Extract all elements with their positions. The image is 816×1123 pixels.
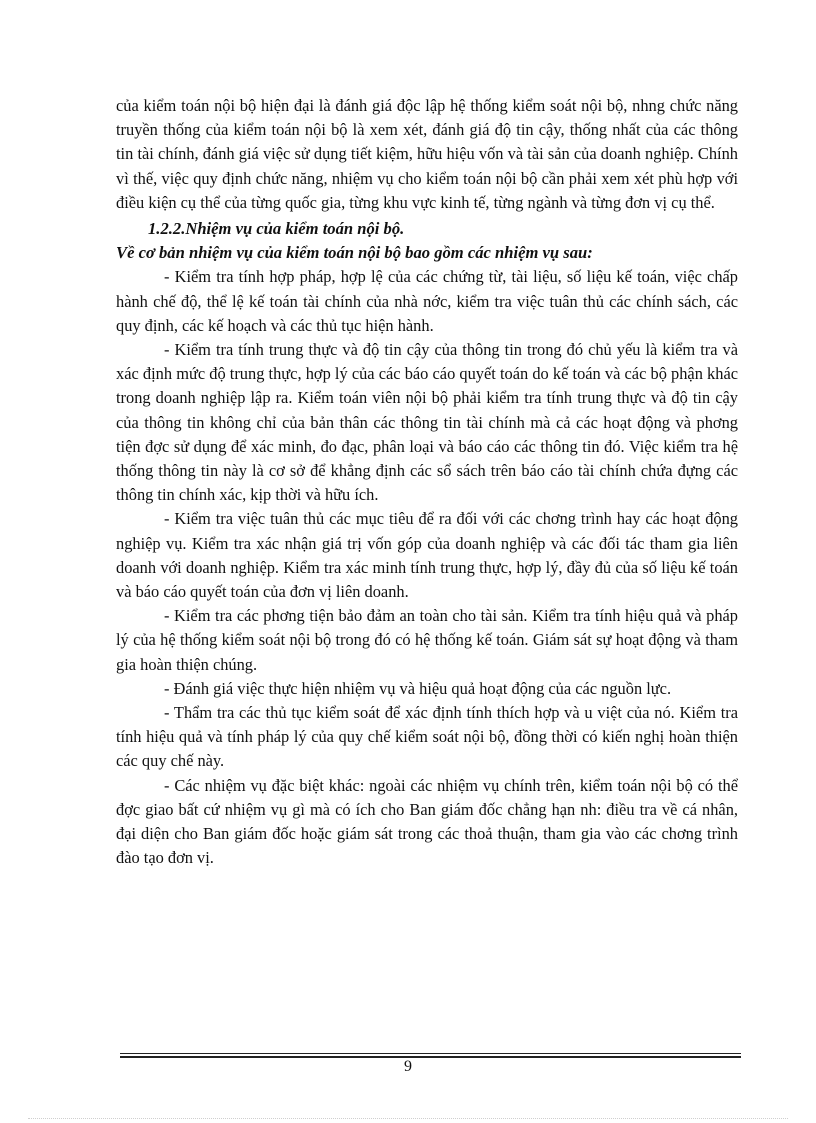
page-number: 9 bbox=[404, 1058, 412, 1075]
intro-paragraph: của kiểm toán nội bộ hiện đại là đánh giá độc lập hệ thống kiểm soát nội bộ, nhng chức năng truyền thống của kiểm toán nội bộ là xem xét, đánh giá độ tin cậy, thống nhất của các thông tin tài chính, đánh giá việc sử dụng tiết kiệm, hữu hiệu vốn và tài sản của doanh nghiệp. Chính vì thế, việc quy định chức năng, nhiệm vụ cho kiểm toán nội bộ cần phải xem xét phù hợp với điều kiện cụ thể của từng quốc gia, từng khu vực kinh tế, từng ngành và từng đơn vị cụ thể. bbox=[116, 96, 738, 212]
section-heading: 1.2.2.Nhiệm vụ của kiểm toán nội bộ. bbox=[148, 219, 405, 239]
page-body bbox=[116, 94, 738, 871]
task-paragraph: - Kiểm tra tính trung thực và độ tin cậy của thông tin trong đó chủ yếu là kiểm tra và xác định mức độ trung thực, hợp lý của các báo cáo quyết toán do kế toán và các bộ phận khác trong doanh nghiệp lập ra. Kiểm toán viên nội bộ phải kiểm tra tính trung thực và độ tin cậy của thông tin không chỉ của bản thân các thông tin tài chính mà cả các hoạt động và phơng tiện đợc sử dụng để xác minh, đo đạc, phân loại và báo cáo các thông tin đó. Việc kiểm tra hệ thống thông tin này là cơ sở để khẳng định các sổ sách trên báo cáo tài chính chứa đựng các thông tin chính xác, kịp thời và hữu ích. bbox=[116, 340, 738, 505]
task-paragraph: - Kiểm tra các phơng tiện bảo đảm an toàn cho tài sản. Kiểm tra tính hiệu quả và pháp lý của hệ thống kiểm soát nội bộ trong đó có hệ thống kế toán. Giám sát sự hoạt động và tham gia hoàn thiện chúng. bbox=[116, 606, 738, 674]
task-paragraph: - Thẩm tra các thủ tục kiểm soát để xác định tính thích hợp và u việt của nó. Kiểm tra tính hiệu quả và tính pháp lý của quy chế kiểm soát nội bộ, đồng thời có kiến nghị hoàn thiện các quy chế này. bbox=[116, 703, 738, 771]
lead-sentence: Về cơ bản nhiệm vụ của kiểm toán nội bộ bao gồm các nhiệm vụ sau: bbox=[116, 243, 593, 263]
task-paragraph: - Đánh giá việc thực hiện nhiệm vụ và hiệu quả hoạt động của các nguồn lực. bbox=[164, 678, 672, 698]
task-paragraph: - Các nhiệm vụ đặc biệt khác: ngoài các nhiệm vụ chính trên, kiểm toán nội bộ có thể đợc giao bất cứ nhiệm vụ gì mà có ích cho Ban giám đốc chẳng hạn nh: điều tra về cá nhân, đại diện cho Ban giám đốc hoặc giám sát trong các thoả thuận, tham gia vào các chơng trình đào tạo đơn vị. bbox=[116, 775, 738, 868]
task-paragraph: - Kiểm tra tính hợp pháp, hợp lệ của các chứng từ, tài liệu, số liệu kế toán, việc chấp hành chế độ, thể lệ kế toán tài chính của nhà nớc, kiểm tra việc tuân thủ các chính sách, các quy định, các kế hoạch và các thủ tục hiện hành. bbox=[116, 267, 738, 335]
task-paragraph: - Kiểm tra việc tuân thủ các mục tiêu để ra đối với các chơng trình hay các hoạt động nghiệp vụ. Kiểm tra xác nhận giá trị vốn góp của doanh nghiệp và các đối tác tham gia liên doanh với doanh nghiệp. Kiểm tra xác minh tính trung thực, hợp lý, đầy đủ của số liệu kế toán và báo cáo quyết toán của đơn vị liên doanh. bbox=[116, 509, 738, 602]
page-bottom-border bbox=[28, 1118, 788, 1119]
